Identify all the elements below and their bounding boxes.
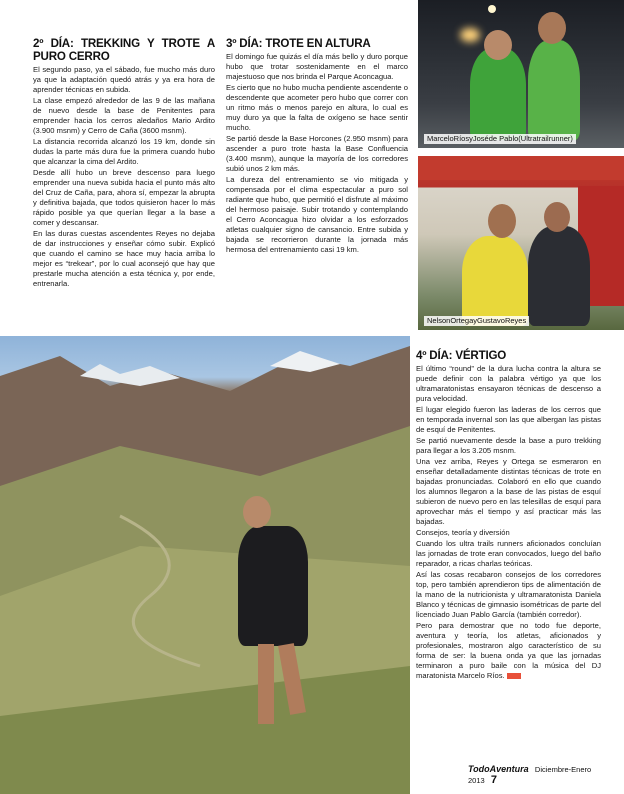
mountain-scene: [0, 336, 410, 794]
photo-caption: MarceloRíosyJoséde Pablo(Ultratrailrunner): [424, 134, 576, 144]
issue-date: Diciembre-Enero 2013: [468, 765, 592, 785]
paragraph: La distancia recorrida alcanzó los 19 km, donde sin dudas la parte más dura fue la primera cuando hubo que alcanzar la cima del Ardito.: [33, 137, 215, 166]
magazine-brand: TodoAventura: [468, 764, 529, 774]
end-mark-icon: [507, 673, 521, 679]
photo-runners-night: [418, 0, 624, 148]
paragraph: Cuando los ultra trails runners aficionados concluían las jornadas de trote eran convocados, luego del baño reparador, a ricas charlas teóricas.: [416, 539, 601, 568]
section-2: [33, 37, 215, 290]
paragraph: El segundo paso, ya el sábado, fue mucho más duro ya que la adaptación quedó atrás y ya era hora de aprender técnicas en subida.: [33, 65, 215, 94]
page-footer: [468, 764, 608, 786]
paragraph: [416, 621, 601, 681]
paragraph: La clase empezó alrededor de las 9 de las mañana de nuevo desde la base de Penitentes para emprender hacia los cerros aledaños Mario Ardito (3.900 msnm) y Cerro de Caña (3600 msnm).: [33, 96, 215, 135]
paragraph: Es cierto que no hubo mucha pendiente ascendente o descendente que acometer pero hubo que correr con un ritmo más o menos parejo en altura, lo cual es muy duro ya que la falta de oxígeno se hace sentir mucho.: [226, 83, 408, 132]
paragraph: Se partió desde la Base Horcones (2.950 msnm) para ascender a puro trote hasta la Base Confluencia (3.400 msnm), aunque la mayoría de los corredores subió unos 2 km más.: [226, 134, 408, 173]
section-4: [416, 349, 601, 682]
section-2-title: 2º DÍA: TREKKING Y TROTE A PURO CERRO: [33, 37, 215, 63]
last-paragraph-text: Pero para demostrar que no todo fue deporte, aventura y teoría, los atletas, aficionados y profesionales, mostraron algo característico de su forma de ser: la buena onda ya que las jornadas terminaron a puro baile con la música del DJ maratonista Marcelo Ríos.: [416, 621, 601, 680]
subheading: Consejos, teoría y diversión: [416, 528, 510, 537]
photo-caption: NelsonOrtegayGustavoReyes: [424, 316, 529, 326]
paragraph: Se partió nuevamente desde la base a puro trekking para llegar a los 3.205 msnm.: [416, 436, 601, 455]
section-3: [226, 37, 408, 256]
page-number: 7: [490, 774, 498, 786]
paragraph: Una vez arriba, Reyes y Ortega se esmeraron en enseñar detalladamente distintas técnicas de trote en bajadas pronunciadas. Colaboró en ello que cuando los alumnos llegaron a la base de las pistas de esquí subieron de nuevo pero en las telesillas de esquí para aprovechar más el tiempo y así practicar más las bajadas.: [416, 457, 601, 526]
photo-mountain-descent: [0, 336, 410, 794]
paragraph: El último “round” de la dura lucha contra la altura se puede definir con la palabra vértigo ya que los ultramaratonistas ensayaron técnicas de descenso a pura velocidad.: [416, 364, 601, 403]
section-3-title: 3º DÍA: TROTE EN ALTURA: [226, 37, 371, 50]
photo-coaches: [418, 156, 624, 330]
paragraph: En las duras cuestas ascendentes Reyes no dejaba de dar instrucciones y enseñar cómo subir. Explicó que cuando el camino se hace muy hacia arriba lo mejor es “trekear”, por lo cual aconsejó que hay que prestarle mucha atención a esta técnica y, por ende, entrenarla.: [33, 229, 215, 288]
section-4-title: 4º DÍA: VÉRTIGO: [416, 349, 507, 362]
paragraph: La dureza del entrenamiento se vio mitigada y compensada por el clima espectacular a puro sol radiante que hubo, que permitió el disfrute al máximo del hermoso paisaje. Subir trotando y contemplando el Cerro Aconcagua hizo olvidar a los esforzados atletas cualquier signo de cansancio. Entre subida y bajada se recorrieron durante la jornada más hermosa del entrenamiento casi 19 km.: [226, 175, 408, 254]
paragraph: El domingo fue quizás el día más bello y duro porque hubo que trotar sostenidamente en el marco majestuoso que nos brinda el Parque Aconcagua.: [226, 52, 408, 81]
paragraph: Desde allí hubo un breve descenso para luego emprender una nueva subida hacia el punto más alto del Cruz de Caña, para, ahora sí, empezar la abrupta y definitiva bajada, que todos quisieron hacer lo más rápido posible ya que querían llegar a la base a comer y descansar.: [33, 168, 215, 227]
paragraph: Así las cosas recabaron consejos de los corredores top, pero también aprendieron tips de alimentación de la mano de la nutricionista y ultramaratonista Daniela Blanco y técnicas de gimnasio isométricas de parte del licenciado Juan Pablo García (también corredor).: [416, 570, 601, 619]
paragraph: El lugar elegido fueron las laderas de los cerros que en temporada invernal son las que albergan las pistas de esquí de Penitentes.: [416, 405, 601, 434]
